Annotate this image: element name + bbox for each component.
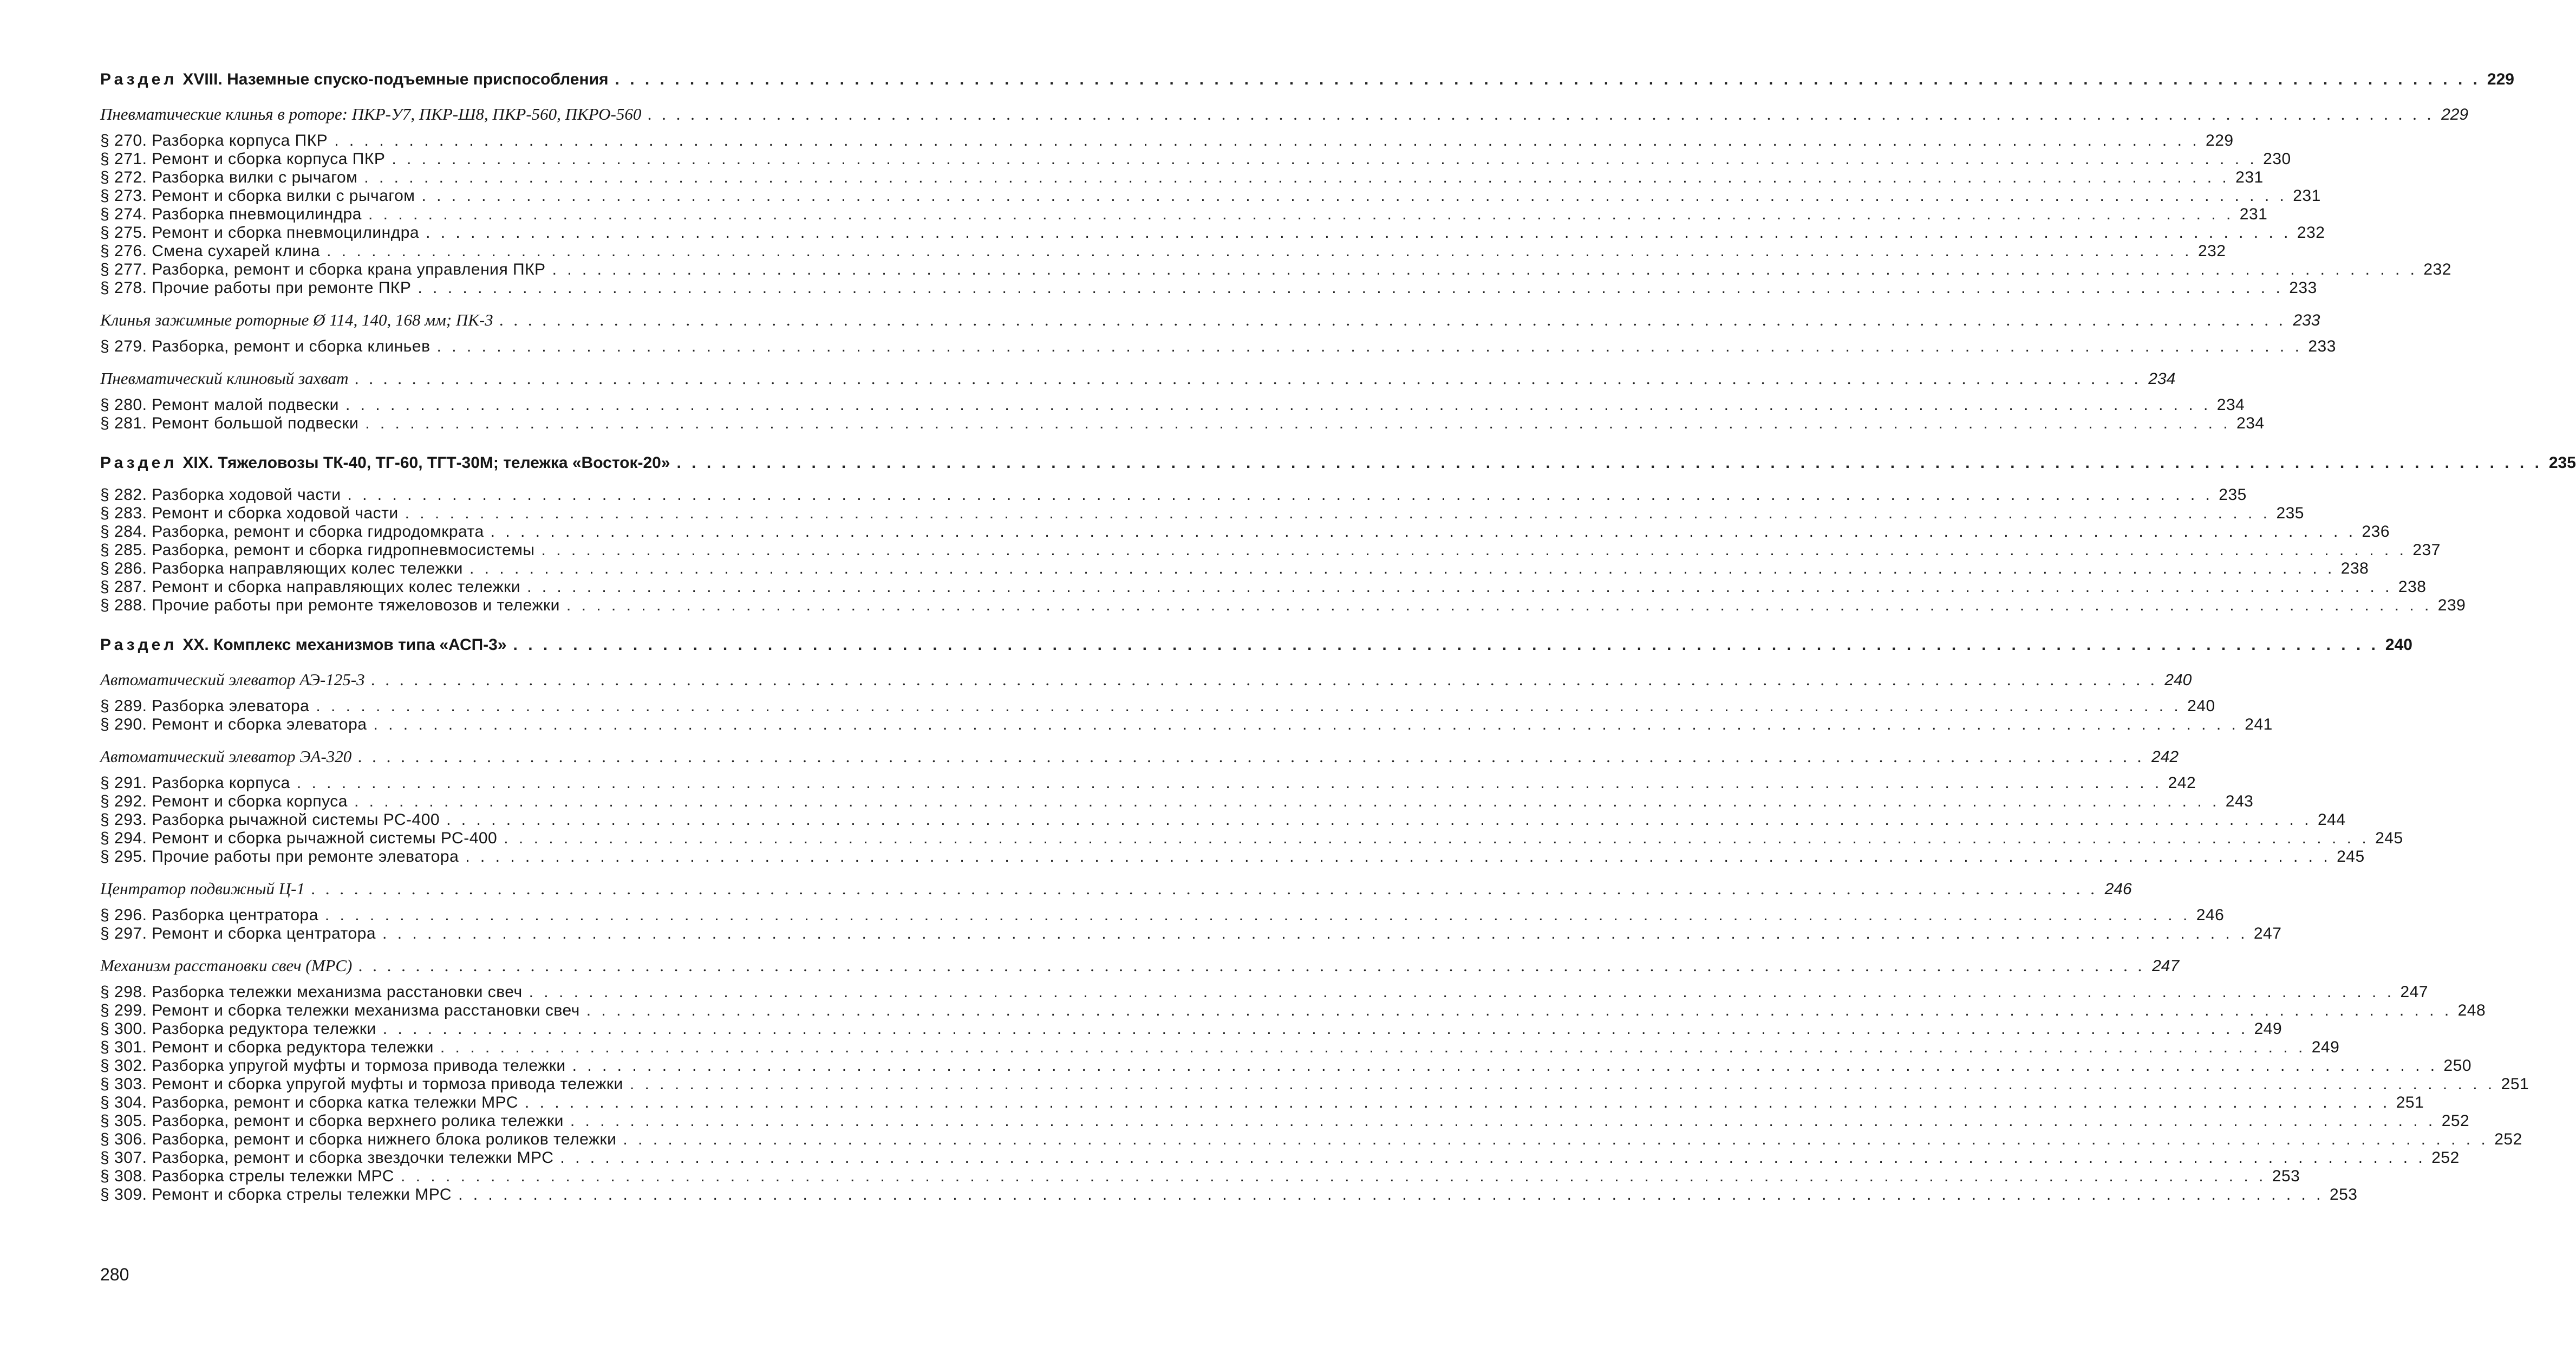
dot-leader — [418, 279, 2280, 297]
section-title: XX. Комплекс механизмов типа «АСП-3» — [182, 636, 507, 654]
section-title: XVIII. Наземные спуско-подъемные приспособления — [182, 70, 609, 88]
page-number: 280 — [100, 1265, 129, 1284]
entry-page: 237 — [2412, 541, 2441, 559]
entry-title: § 282. Разборка ходовой части — [100, 486, 341, 504]
subsection-heading — [100, 102, 2469, 126]
entry-title: § 283. Ремонт и сборка ходовой части — [100, 504, 399, 522]
subsection-title: Автоматический элеватор ЭА-320 — [100, 747, 352, 766]
entry-page: 235 — [2276, 504, 2304, 522]
entry-page: 232 — [2197, 242, 2226, 260]
entry-title: § 306. Разборка, ремонт и сборка нижнего блока роликов тележки — [100, 1130, 617, 1148]
toc-entry — [100, 261, 2451, 279]
toc-entry — [100, 792, 2254, 811]
dot-leader — [469, 560, 2332, 578]
subsection-page: 234 — [2148, 370, 2176, 388]
entry-page: 249 — [2311, 1038, 2340, 1056]
entry-title: § 287. Ремонт и сборка направляющих колес тележки — [100, 578, 521, 596]
entry-title: § 303. Ремонт и сборка упругой муфты и тормоза привода тележки — [100, 1075, 623, 1093]
spacer — [100, 92, 831, 102]
section-word: Раздел — [100, 636, 178, 654]
entry-title: § 285. Разборка, ремонт и сборка гидропневмосистемы — [100, 541, 535, 559]
dot-leader — [542, 541, 2404, 560]
section-page: 235 — [2548, 454, 2576, 472]
spacer — [100, 978, 831, 983]
toc-entry — [100, 811, 2346, 829]
entry-title: § 276. Смена сухарей клина — [100, 242, 321, 260]
entry-page: 253 — [2272, 1167, 2300, 1185]
entry-page: 231 — [2239, 205, 2268, 223]
entry-title: § 298. Разборка тележки механизма расстановки свеч — [100, 983, 523, 1001]
dot-leader — [421, 187, 2284, 205]
entry-title: § 293. Разборка рычажной системы РС-400 — [100, 811, 440, 829]
spacer — [100, 356, 831, 367]
dot-leader — [630, 1075, 2492, 1094]
toc-entry — [100, 1186, 2358, 1204]
subsection-page: 240 — [2164, 671, 2192, 689]
dot-leader — [552, 261, 2415, 279]
toc-entry — [100, 132, 2234, 150]
dot-leader — [500, 308, 2284, 332]
entry-title: § 272. Разборка вилки с рычагом — [100, 168, 358, 186]
toc-entry — [100, 1094, 2424, 1112]
dot-leader — [401, 1167, 2263, 1186]
toc-entry — [100, 774, 2196, 792]
dot-leader — [529, 983, 2391, 1001]
section-word: Раздел — [100, 70, 178, 88]
subsection-title: Автоматический элеватор АЭ-125-3 — [100, 670, 365, 689]
entry-title: § 300. Разборка редуктора тележки — [100, 1020, 376, 1038]
toc-entry — [100, 1130, 2522, 1149]
toc-entry — [100, 1020, 2282, 1038]
entry-page: 244 — [2317, 811, 2346, 829]
subsection-page: 233 — [2293, 311, 2320, 329]
subsection-title: Пневматический клиновый захват — [100, 369, 349, 388]
entry-page: 245 — [2375, 829, 2403, 847]
entry-page: 239 — [2437, 596, 2466, 614]
spacer — [100, 866, 831, 877]
toc-entry — [100, 1149, 2460, 1167]
dot-leader — [446, 811, 2308, 829]
entry-title: § 305. Разборка, ремонт и сборка верхнего ролика тележки — [100, 1112, 564, 1130]
spacer — [100, 126, 831, 132]
dot-leader — [504, 829, 2366, 848]
dot-leader — [525, 1094, 2387, 1112]
dot-leader — [364, 168, 2226, 187]
entry-page: 240 — [2187, 697, 2215, 715]
entry-page: 252 — [2494, 1130, 2522, 1148]
section-title: XIX. Тяжеловозы ТК-40, ТГ-60, ТГТ-30М; тележка «Восток-20» — [182, 454, 670, 472]
entry-page: 230 — [2263, 150, 2291, 168]
toc-entry — [100, 829, 2403, 848]
dot-leader — [373, 715, 2235, 734]
toc-entry — [100, 1001, 2486, 1020]
dot-leader — [623, 1130, 2485, 1149]
table-of-contents — [100, 68, 2576, 1204]
dot-leader — [327, 242, 2189, 261]
entry-title: § 291. Разборка корпуса — [100, 774, 290, 792]
dot-leader — [334, 132, 2196, 150]
dot-leader — [316, 697, 2178, 715]
entry-title: § 292. Ремонт и сборка корпуса — [100, 792, 348, 810]
entry-page: 245 — [2337, 848, 2365, 866]
entry-title: § 273. Ремонт и сборка вилки с рычагом — [100, 187, 415, 205]
toc-entry — [100, 697, 2215, 715]
entry-page: 247 — [2253, 925, 2282, 942]
entry-page: 243 — [2225, 792, 2254, 810]
dot-leader — [354, 792, 2216, 811]
section-page: 240 — [2385, 636, 2412, 654]
subsection-heading — [100, 877, 2132, 901]
toc-entry — [100, 279, 2317, 297]
entry-page: 252 — [2431, 1149, 2460, 1167]
subsection-heading — [100, 954, 2180, 978]
entry-title: § 289. Разборка элеватора — [100, 697, 310, 715]
subsection-title: Пневматические клинья в роторе: ПКР-У7, ПКР-Ш8, ПКР-560, ПКРО-560 — [100, 105, 642, 123]
section-page: 229 — [2487, 70, 2514, 88]
entry-page: 247 — [2400, 983, 2429, 1001]
dot-leader — [465, 848, 2327, 866]
dot-leader — [615, 68, 2477, 92]
spacer — [100, 475, 831, 486]
toc-entry — [100, 848, 2365, 866]
entry-page: 251 — [2501, 1075, 2529, 1093]
spacer — [100, 391, 831, 396]
spacer — [100, 901, 831, 906]
dot-leader — [677, 451, 2539, 475]
entry-page: 242 — [2168, 774, 2196, 792]
entry-title: § 294. Ремонт и сборка рычажной системы РС-400 — [100, 829, 498, 847]
entry-title: § 277. Разборка, ремонт и сборка крана управления ПКР — [100, 261, 546, 278]
dot-leader — [382, 925, 2245, 943]
spacer — [100, 943, 831, 954]
section-heading — [100, 451, 2576, 475]
entry-page: 248 — [2457, 1001, 2486, 1019]
toc-entry — [100, 1075, 2529, 1094]
entry-title: § 275. Ремонт и сборка пневмоцилиндра — [100, 224, 420, 242]
toc-entry — [100, 504, 2304, 523]
entry-page: 250 — [2443, 1057, 2472, 1075]
entry-title: § 270. Разборка корпуса ПКР — [100, 132, 328, 149]
toc-entry — [100, 168, 2264, 187]
dot-leader — [392, 150, 2254, 168]
entry-title: § 280. Ремонт малой подвески — [100, 396, 339, 414]
section-heading — [100, 68, 2514, 92]
entry-title: § 299. Ремонт и сборка тележки механизма расстановки свеч — [100, 1001, 580, 1019]
subsection-page: 242 — [2151, 748, 2179, 766]
subsection-heading — [100, 668, 2192, 692]
spacer — [100, 615, 831, 633]
dot-leader — [586, 1001, 2449, 1020]
dot-leader — [437, 337, 2299, 356]
entry-page: 232 — [2423, 261, 2451, 278]
toc-entry — [100, 414, 2265, 433]
section-word: Раздел — [100, 454, 178, 472]
dot-leader — [566, 596, 2429, 615]
dot-leader — [527, 578, 2389, 596]
dot-leader — [368, 205, 2231, 224]
toc-entry — [100, 906, 2225, 925]
toc-entry — [100, 983, 2429, 1001]
entry-title: § 301. Ремонт и сборка редуктора тележки — [100, 1038, 434, 1056]
dot-leader — [426, 224, 2288, 242]
toc-entry — [100, 396, 2245, 414]
spacer — [100, 332, 831, 337]
spacer — [100, 657, 831, 668]
dot-leader — [358, 954, 2142, 978]
dot-leader — [345, 396, 2208, 414]
dot-leader — [405, 504, 2267, 523]
subsection-page: 229 — [2441, 106, 2469, 123]
spacer — [100, 433, 831, 451]
toc-entry — [100, 1057, 2472, 1075]
entry-title: § 274. Разборка пневмоцилиндра — [100, 205, 362, 223]
entry-title: § 296. Разборка центратора — [100, 906, 318, 924]
toc-entry — [100, 1038, 2340, 1057]
spacer — [100, 692, 831, 697]
toc-entry — [100, 205, 2268, 224]
dot-leader — [513, 633, 2376, 657]
entry-title: § 309. Ремонт и сборка стрелы тележки МРС — [100, 1186, 452, 1204]
dot-leader — [383, 1020, 2245, 1038]
entry-page: 234 — [2236, 414, 2265, 432]
entry-title: § 278. Прочие работы при ремонте ПКР — [100, 279, 412, 297]
entry-title: § 295. Прочие работы при ремонте элеватора — [100, 848, 459, 866]
dot-leader — [572, 1057, 2435, 1075]
toc-entry — [100, 925, 2282, 943]
dot-leader — [491, 523, 2353, 541]
entry-page: 249 — [2254, 1020, 2282, 1038]
dot-leader — [311, 877, 2095, 901]
spacer — [100, 734, 831, 745]
dot-leader — [347, 486, 2209, 504]
entry-title: § 288. Прочие работы при ремонте тяжеловозов и тележки — [100, 596, 560, 614]
toc-entry — [100, 523, 2390, 541]
toc-entry — [100, 541, 2441, 560]
entry-page: 238 — [2340, 560, 2369, 577]
dot-leader — [297, 774, 2159, 792]
entry-title: § 308. Разборка стрелы тележки МРС — [100, 1167, 394, 1185]
entry-page: 231 — [2293, 187, 2321, 205]
subsection-title: Центратор подвижный Ц-1 — [100, 879, 305, 898]
entry-page: 238 — [2398, 578, 2427, 596]
toc-entry — [100, 715, 2273, 734]
dot-leader — [355, 367, 2139, 391]
entry-title: § 297. Ремонт и сборка центратора — [100, 925, 376, 942]
entry-page: 252 — [2441, 1112, 2470, 1130]
subsection-page: 247 — [2152, 957, 2180, 975]
entry-title: § 271. Ремонт и сборка корпуса ПКР — [100, 150, 386, 168]
entry-title: § 284. Разборка, ремонт и сборка гидродомкрата — [100, 523, 484, 541]
entry-page: 253 — [2329, 1186, 2358, 1204]
toc-entry — [100, 578, 2427, 596]
entry-page: 251 — [2396, 1094, 2424, 1111]
entry-page: 233 — [2289, 279, 2317, 297]
entry-title: § 286. Разборка направляющих колес тележки — [100, 560, 463, 577]
entry-title: § 279. Разборка, ремонт и сборка клиньев — [100, 337, 431, 355]
entry-page: 235 — [2219, 486, 2247, 504]
entry-page: 231 — [2235, 168, 2264, 186]
entry-page: 234 — [2216, 396, 2245, 414]
subsection-page: 246 — [2104, 880, 2132, 898]
toc-entry — [100, 1167, 2300, 1186]
entry-page: 229 — [2206, 132, 2234, 149]
toc-entry — [100, 224, 2325, 242]
toc-entry — [100, 596, 2466, 615]
entry-page: 246 — [2196, 906, 2225, 924]
dot-leader — [371, 668, 2155, 692]
spacer — [100, 297, 831, 308]
toc-entry — [100, 150, 2291, 168]
dot-leader — [358, 745, 2142, 769]
toc-entry — [100, 187, 2321, 205]
subsection-title: Клинья зажимные роторные Ø 114, 140, 168 мм; ПК-3 — [100, 310, 493, 329]
entry-title: § 304. Разборка, ремонт и сборка катка тележки МРС — [100, 1094, 518, 1111]
toc-entry — [100, 242, 2226, 261]
subsection-heading — [100, 745, 2179, 769]
subsection-heading — [100, 367, 2176, 391]
dot-leader — [440, 1038, 2303, 1057]
toc-entry — [100, 486, 2247, 504]
dot-leader — [560, 1149, 2422, 1167]
entry-title: § 302. Разборка упругой муфты и тормоза привода тележки — [100, 1057, 566, 1075]
dot-leader — [325, 906, 2187, 925]
toc-entry — [100, 337, 2336, 356]
spacer — [100, 769, 831, 774]
dot-leader — [570, 1112, 2432, 1130]
entry-title: § 281. Ремонт большой подвески — [100, 414, 359, 432]
dot-leader — [648, 102, 2431, 126]
dot-leader — [365, 414, 2227, 433]
toc-entry — [100, 560, 2369, 578]
subsection-heading — [100, 308, 2320, 332]
subsection-title: Механизм расстановки свеч (МРС) — [100, 956, 353, 975]
entry-title: § 307. Разборка, ремонт и сборка звездочки тележки МРС — [100, 1149, 554, 1167]
section-heading — [100, 633, 2412, 657]
entry-page: 232 — [2297, 224, 2325, 242]
entry-title: § 290. Ремонт и сборка элеватора — [100, 715, 367, 733]
toc-entry — [100, 1112, 2470, 1130]
dot-leader — [458, 1186, 2320, 1204]
entry-page: 233 — [2308, 337, 2336, 355]
entry-page: 236 — [2362, 523, 2390, 541]
entry-page: 241 — [2245, 715, 2273, 733]
